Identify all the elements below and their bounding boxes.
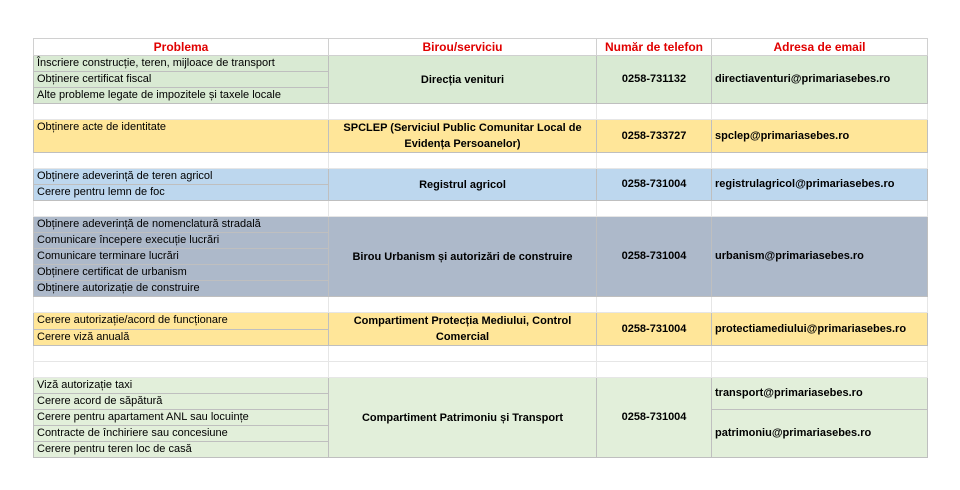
phone-cell: 0258-731004 [597,169,712,201]
header-problema: Problema [34,39,329,56]
email-cell[interactable]: spclep@primariasebes.ro [712,120,928,153]
phone-cell: 0258-731004 [597,217,712,297]
office-cell: Direcția venituri [329,56,597,104]
problem-cell: Alte probleme legate de impozitele și taxele locale [34,88,329,104]
problem-cell: Contracte de închiriere sau concesiune [34,426,329,442]
office-cell: SPCLEP (Serviciul Public Comunitar Local de Evidența Persoanelor) [329,120,597,153]
spacer-cell [712,201,928,217]
spacer-cell [712,362,928,378]
problem-cell: Obținere adeverință de teren agricol [34,169,329,185]
spacer-row [34,104,928,120]
email-cell[interactable]: transport@primariasebes.ro [712,378,928,410]
table-row [34,169,928,185]
office-cell: Compartiment Patrimoniu și Transport [329,378,597,458]
problem-cell: Obținere autorizație de construire [34,281,329,297]
spacer-row [34,346,928,362]
spacer-cell [712,297,928,313]
spacer-cell [329,362,597,378]
email-cell[interactable]: patrimoniu@primariasebes.ro [712,410,928,458]
problem-cell: Cerere acord de săpătură [34,394,329,410]
spacer-cell [329,201,597,217]
spacer-cell [597,297,712,313]
spacer-cell [34,201,329,217]
office-cell: Birou Urbanism și autorizări de construire [329,217,597,297]
table-row [34,217,928,233]
problem-cell: Viză autorizație taxi [34,378,329,394]
header-row [34,39,928,56]
table-row [34,56,928,72]
spacer-cell [329,153,597,169]
phone-cell: 0258-731004 [597,313,712,346]
office-cell: Compartiment Protecția Mediului, Control Comercial [329,313,597,346]
office-cell: Registrul agricol [329,169,597,201]
contact-table-sheet [33,38,927,458]
spacer-cell [712,346,928,362]
problem-cell: Obținere certificat de urbanism [34,265,329,281]
problem-cell: Obținere adeverință de nomenclatură stradală [34,217,329,233]
spacer-cell [34,153,329,169]
spacer-cell [34,362,329,378]
header-telefon: Număr de telefon [597,39,712,56]
spacer-cell [597,346,712,362]
phone-cell: 0258-731004 [597,378,712,458]
email-cell[interactable]: protectiamediului@primariasebes.ro [712,313,928,346]
table-row [34,313,928,330]
problem-cell: Cerere pentru apartament ANL sau locuințe [34,410,329,426]
phone-cell: 0258-733727 [597,120,712,153]
email-cell[interactable]: registrulagricol@primariasebes.ro [712,169,928,201]
spacer-cell [329,104,597,120]
problem-cell: Obținere certificat fiscal [34,72,329,88]
spacer-cell [34,346,329,362]
problem-cell: Cerere viză anuală [34,329,329,346]
problem-cell: Comunicare începere execuție lucrări [34,233,329,249]
spacer-row [34,297,928,313]
spacer-cell [329,346,597,362]
spacer-cell [34,104,329,120]
header-birou: Birou/serviciu [329,39,597,56]
spacer-cell [712,153,928,169]
problem-cell: Comunicare terminare lucrări [34,249,329,265]
spacer-cell [329,297,597,313]
spacer-cell [712,104,928,120]
email-cell[interactable]: urbanism@primariasebes.ro [712,217,928,297]
problem-cell: Cerere autorizație/acord de funcționare [34,313,329,330]
spacer-cell [597,104,712,120]
spacer-row [34,201,928,217]
header-email: Adresa de email [712,39,928,56]
spacer-cell [597,201,712,217]
email-cell[interactable]: directiaventuri@primariasebes.ro [712,56,928,104]
problem-cell: Înscriere construcție, teren, mijloace de transport [34,56,329,72]
spacer-row [34,362,928,378]
spacer-row [34,153,928,169]
spacer-cell [597,153,712,169]
problem-cell: Cerere pentru teren loc de casă [34,442,329,458]
contact-table [33,38,928,458]
spacer-cell [34,297,329,313]
problem-cell: Obținere acte de identitate [34,120,329,153]
spacer-cell [597,362,712,378]
problem-cell: Cerere pentru lemn de foc [34,185,329,201]
table-row [34,378,928,394]
phone-cell: 0258-731132 [597,56,712,104]
table-row [34,120,928,153]
